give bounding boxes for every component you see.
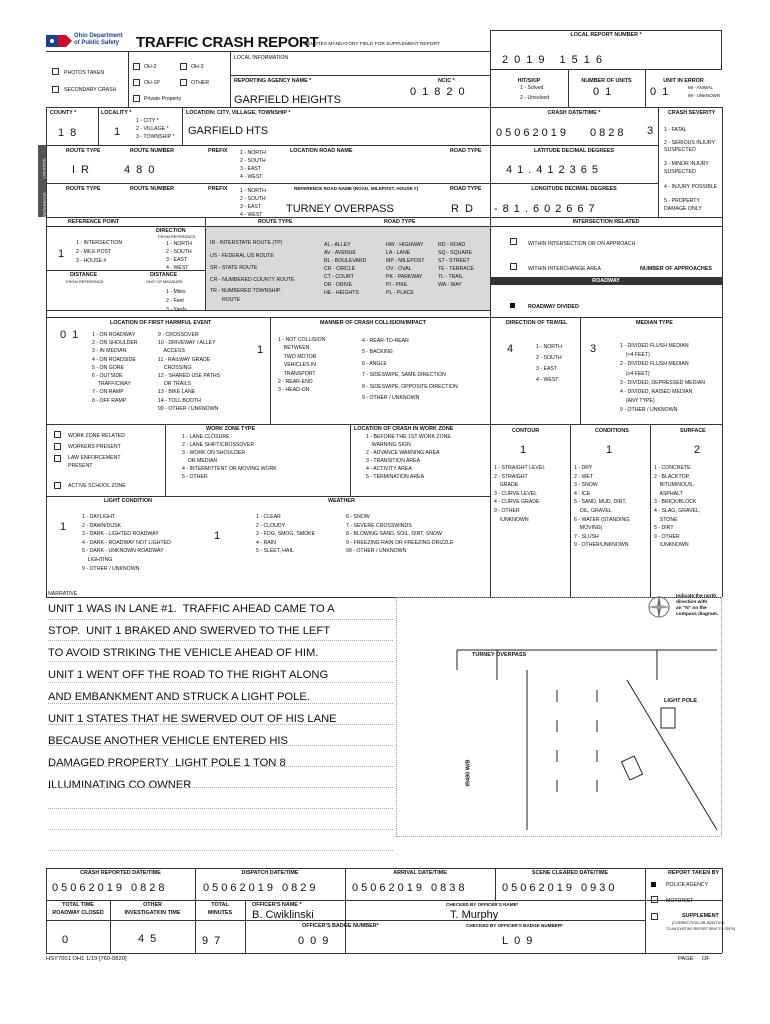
manner-options-col1: 1 - NOT COLLISION BETWEEN TWO MOTOR VEHICLES IN TRANSPORT 2 - REAR-END 3 - HEAD-ON (278, 337, 326, 394)
officer-badge-label: OFFICER'S BADGE NUMBER* (302, 923, 379, 929)
ref-prefix-opt2: 2 - SOUTH (240, 196, 266, 202)
arrival-time-value[interactable]: 05062019 0838 (352, 882, 468, 894)
within-interchange-checkbox[interactable] (510, 263, 517, 270)
county-value[interactable]: 18 (58, 127, 83, 139)
hitskip-opt2: 2 - Unsolved (520, 95, 550, 101)
within-intersection-label: WITHIN INTERSECTION OR ON APPROACH (528, 241, 636, 247)
agency-name-line1: Ohio Department (74, 33, 123, 39)
officer-name-label: OFFICER'S NAME * (252, 902, 302, 908)
unit-error-98: 98 - ANIMAL (688, 85, 713, 90)
officer-badge-value[interactable]: 009 (298, 935, 335, 947)
crash-severity-value[interactable]: 3 (647, 125, 654, 137)
direction-opt2: 2 - SOUTH (166, 249, 192, 255)
narrative-line: TO AVOID STRIKING THE VEHICLE AHEAD OF HIM. (48, 647, 319, 659)
refpoint-opt2: 2 - MILE POST (76, 249, 112, 255)
severity-3b: SUSPECTED (664, 169, 696, 175)
unit-error-label: UNIT IN ERROR (663, 78, 704, 84)
law-enforcement-label: LAW ENFORCEMENT (68, 455, 121, 461)
unit-yards: 3 - Yards (166, 307, 187, 313)
form-title: TRAFFIC CRASH REPORT (136, 34, 319, 51)
surface-options: 1 - CONCRETE 2 - BLACKTOP, BITUMINOUS, ASPHALT 3 - BRICK/BLOCK 4 - SLAG, GRAVEL, STONE 5 - DIRT 9 - OTHER /UNKNOWN (654, 465, 701, 549)
locality-opt2: 2 - VILLAGE * (136, 126, 169, 132)
prefix-opt4: 4 - WEST (240, 174, 263, 180)
narrative-rule (48, 787, 393, 788)
narrative-rule (48, 808, 393, 809)
median-type-options: 1 - DIVIDED FLUSH MEDIAN (<4 FEET) 2 - DIVIDED FLUSH MEDIAN (≥4 FEET) 3 - DIVIDED, DEPRESSED MEDIAN 4 - DIVIDED, RAISED MEDIAN (ANY TYPE) 9 - OTHER / UNKNOWN (620, 343, 706, 414)
direction-opt3: 3 - EAST (166, 257, 188, 263)
refpoint-value[interactable]: 1 (58, 248, 65, 260)
ref-route-type-label: ROUTE TYPE (66, 186, 101, 192)
workers-present-checkbox[interactable] (54, 443, 61, 450)
weather-value[interactable]: 1 (214, 530, 221, 542)
reporting-agency-label: REPORTING AGENCY NAME * (234, 78, 312, 84)
prefix-opt1: 1 - NORTH (240, 150, 266, 156)
ref-prefix-opt1: 1 - NORTH (240, 188, 266, 194)
refpoint-opt3: 3 - HOUSE # (76, 258, 107, 264)
hitskip-opt1: 1 - Solved (520, 85, 544, 91)
locality-opt1: 1 - CITY * (136, 118, 159, 124)
narrative-line: BECAUSE ANOTHER VEHICLE ENTERED HIS (48, 735, 288, 747)
locality-value[interactable]: 1 (114, 126, 121, 138)
contour-label: CONTOUR (512, 428, 540, 434)
compass-icon[interactable] (646, 594, 672, 620)
contour-options: 1 - STRAIGHT LEVEL 2 - STRAIGHT GRADE 3 - CURVE LEVEL 4 - CURVE GRADE 9 - OTHER /UNKNOWN (494, 465, 546, 523)
total-time-label: TOTAL TIME (62, 902, 94, 908)
narrative-rule (48, 640, 393, 641)
other-time-sub: INVESTIGATION TIME (124, 910, 181, 916)
law-enforcement-label2: PRESENT (68, 463, 93, 469)
rt-sr: SR - STATE ROUTE (210, 265, 258, 271)
road-types-header: ROAD TYPE (384, 219, 416, 225)
route-number-label: ROUTE NUMBER (130, 148, 175, 154)
severity-1: 1 - FATAL (664, 127, 687, 133)
direction-sub: FROM REFERENCE (158, 234, 196, 239)
dispatch-time-label: DISPATCH DATE/TIME (241, 870, 299, 876)
narrative-line: UNIT 1 WENT OFF THE ROAD TO THE RIGHT ALONG (48, 669, 329, 681)
local-info-label: LOCAL INFORMATION (234, 55, 289, 61)
light-condition-label: LIGHT CONDITION (104, 498, 152, 504)
other-time-label: OTHER (143, 902, 162, 908)
narrative-line: AND EMBANKMENT AND STRUCK A LIGHT POLE. (48, 691, 310, 703)
longitude-label: LONGITUDE DECIMAL DEGREES (531, 186, 617, 192)
total-time-sub: ROADWAY CLOSED (52, 910, 104, 916)
location-name-label: LOCATION: CITY, VILLAGE, TOWNSHIP * (186, 110, 291, 116)
diagram-ir-label: IR480 W/B (465, 759, 472, 787)
work-zone-related-label: WORK ZONE RELATED (68, 433, 125, 439)
narrative-rule (48, 724, 393, 725)
refpoint-label: REFERENCE POINT (68, 219, 120, 225)
private-property-label: Private Property (144, 96, 182, 102)
roadway-divided-checkbox[interactable] (510, 303, 515, 308)
direction-travel-label: DIRECTION OF TRAVEL (506, 320, 568, 326)
rt-us: US - FEDERAL US ROUTE (210, 253, 274, 259)
crash-time-value[interactable]: 0828 (590, 127, 627, 139)
location-road-label: LOCATION ROAD NAME (290, 148, 353, 154)
route-type-value[interactable]: IR (72, 164, 95, 176)
distance-unit-label: DISTANCE (150, 272, 178, 278)
total-minutes-label: TOTAL (211, 902, 229, 908)
road-types-col3: RD - ROAD SQ - SQUARE ST - STREET TE - TERRACE TL - TRAIL WA - WAY (438, 242, 474, 288)
narrative-label: NARRATIVE (48, 591, 78, 597)
direction-travel-value[interactable]: 4 (507, 343, 514, 355)
side-tab-location: LOCATION (41, 158, 47, 179)
harmful-event-label: LOCATION OF FIRST HARMFUL EVENT (110, 320, 212, 326)
narrative-line: UNIT 1 STATES THAT HE SWERVED OUT OF HIS LANE (48, 713, 337, 725)
workers-present-label: WORKERS PRESENT (68, 444, 121, 450)
reporting-agency-value[interactable]: GARFIELD HEIGHTS (234, 94, 341, 106)
surface-label: SURFACE (680, 428, 706, 434)
ref-prefix-opt3: 3 - EAST (240, 204, 262, 210)
severity-2: 2 - SERIOUS INJURY (664, 140, 715, 146)
oh3-checkbox[interactable] (180, 63, 187, 70)
direction-label: DIRECTION (156, 228, 186, 234)
other-time-value[interactable]: 45 (138, 933, 163, 945)
police-agency-label: POLICE AGENCY (666, 882, 709, 888)
location-name-value[interactable]: GARFIELD HTS (188, 125, 269, 137)
agency-name-line2: of Public Safety (74, 40, 120, 46)
route-types-header: ROUTE TYPE (258, 219, 293, 225)
narrative-line: UNIT 1 WAS IN LANE #1. TRAFFIC AHEAD CAME TO A (48, 603, 335, 615)
narrative-rule (48, 850, 393, 851)
rt-tr2: ROUTE (222, 297, 241, 303)
contour-value[interactable]: 1 (520, 444, 527, 456)
unit-error-99: 99 - UNKNOWN (688, 93, 720, 98)
severity-3: 3 - MINOR INJURY (664, 161, 709, 167)
route-number-value[interactable]: 480 (124, 164, 161, 176)
narrative-rule (48, 745, 393, 746)
prefix-label: PREFIX (208, 148, 228, 154)
conditions-options: 1 - DRY 2 - WET 3 - SNOW 4 - ICE 5 - SAND, MUD, DIRT, OIL, GRAVEL 6 - WATER (STANDING, MOVING) 7 - SLUSH 9 - OTHER/UNKNOWN (574, 465, 631, 549)
severity-5b: DAMAGE ONLY (664, 206, 702, 212)
hitskip-label: HIT/SKIP (517, 78, 541, 84)
light-condition-options: 1 - DAYLIGHT 2 - DAWN/DUSK 3 - DARK - LIGHTED ROADWAY 4 - DARK - ROADWAY NOT LIGHTED 5 - DARK - UNKNOWN ROADWAY LIGHTING 9 - OTHER / UNKNOWN (82, 514, 171, 572)
secondary-label: SECONDARY CRASH (64, 87, 117, 93)
unit-error-value[interactable]: 01 (650, 86, 675, 98)
total-time-value[interactable]: 0 (62, 934, 69, 946)
within-interchange-label: WITHIN INTERCHANGE AREA (528, 266, 601, 272)
reported-time-label: CRASH REPORTED DATE/TIME (80, 870, 161, 876)
oh2-label: OH-2 (144, 64, 157, 70)
crash-severity-label: CRASH SEVERITY (668, 110, 716, 116)
checked-badge-label: CHECKED BY OFFICER'S BADGE NUMBER* (466, 923, 563, 928)
harmful-event-value[interactable]: 01 (60, 329, 85, 341)
mandatory-note: *DENOTES MANDATORY FIELD FOR SUPPLEMENT REPORT (302, 42, 440, 47)
work-zone-types: 1 - LANE CLOSURE 2 - LANE SHIFT/CROSSOVER 3 - WORK ON SHOULDER OR MEDIAN 4 - INTERMITTENT OR MOVING WORK 5 - OTHER (182, 434, 277, 480)
diagram-road-label: TURNEY OVERPASS (472, 652, 527, 658)
ref-prefix-opt4: 4 - WEST (240, 212, 263, 218)
manner-value[interactable]: 1 (257, 344, 264, 356)
road-types-col1: AL - ALLEY AV - AVENUE BL - BOULEVARD CR - CIRCLE CT - COURT DR - DRIVE HE - HEIGHTS (324, 242, 367, 296)
narrative-rule (48, 829, 393, 830)
dispatch-time-value[interactable]: 05062019 0829 (203, 882, 319, 894)
school-zone-checkbox[interactable] (54, 482, 61, 489)
units-value[interactable]: 01 (593, 86, 618, 98)
locality-label: LOCALITY * (101, 110, 132, 116)
route-type-label: ROUTE TYPE (66, 148, 101, 154)
local-report-label: LOCAL REPORT NUMBER * (570, 32, 642, 38)
officer-name-value[interactable]: B. Cwiklinski (252, 909, 314, 921)
narrative-rule (48, 703, 393, 704)
rt-tr: TR - NUMBERED TOWNSHIP (210, 288, 281, 294)
county-label: COUNTY * (50, 110, 77, 116)
unit-feet: 2 - Feet (166, 298, 184, 304)
crash-date-label: CRASH DATE/TIME * (547, 110, 601, 116)
ref-road-value[interactable]: TURNEY OVERPASS (286, 203, 394, 215)
arrival-time-label: ARRIVAL DATE/TIME (393, 870, 447, 876)
refpoint-opt1: 1 - INTERSECTION (76, 240, 123, 246)
police-agency-checkbox[interactable] (651, 882, 656, 887)
locality-opt3: 3 - TOWNSHIP * (136, 134, 175, 140)
unit-miles: 1 - Miles (166, 289, 186, 295)
road-type-label: ROAD TYPE (450, 148, 482, 154)
law-enforcement-checkbox[interactable] (54, 455, 61, 462)
oh1p-label: OH-1P (144, 80, 160, 86)
ref-road-type-label: ROAD TYPE (450, 186, 482, 192)
narrative-rule (48, 661, 393, 662)
work-zone-locations: 1 - BEFORE THE 1ST WORK ZONE WARNING SIGN 2 - ADVANCE WARNING AREA 3 - TRANSITION AREA 4 - ACTIVITY AREA 5 - TERMINATION AREA (366, 434, 451, 480)
total-minutes-value[interactable]: 97 (202, 935, 227, 947)
median-type-value[interactable]: 3 (590, 343, 597, 355)
conditions-value[interactable]: 1 (606, 444, 613, 456)
narrative-line: DAMAGED PROPERTY LIGHT POLE 1 TON 8 (48, 757, 286, 769)
motorist-checkbox[interactable] (651, 896, 658, 903)
ncic-label: NCIC * (438, 78, 455, 84)
weather-label: WEATHER (328, 498, 355, 504)
diagram-pole-label: LIGHT POLE (664, 698, 697, 704)
surface-value[interactable]: 2 (694, 444, 701, 456)
odps-logo (46, 33, 72, 49)
side-tab-reference: REFERENCE (41, 192, 47, 217)
ref-road-label: REFERENCE ROAD NAME (ROAD, MILEPOST, HOUSE #) (294, 186, 419, 191)
school-zone-label: ACTIVE SCHOOL ZONE (68, 483, 126, 489)
crash-diagram (397, 640, 721, 835)
other-checkbox[interactable] (180, 79, 187, 86)
distance-unit-sub: UNIT OF MEASURE (146, 279, 183, 284)
distance-label: DISTANCE (70, 272, 98, 278)
form-number: HSY7001 OH1 1/19 [760-0820] (46, 956, 127, 962)
oh2-checkbox[interactable] (133, 63, 140, 70)
narrative-line: ILLUMINATING CO OWNER (48, 779, 192, 791)
cleared-time-value[interactable]: 05062019 0930 (502, 882, 618, 894)
ref-route-number-label: ROUTE NUMBER (130, 186, 175, 192)
narrative-rule (48, 766, 393, 767)
report-taken-label: REPORT TAKEN BY (668, 870, 720, 876)
photos-label: PHOTOS TAKEN (64, 70, 105, 76)
manner-options-col2: 4 - REAR-TO-REAR 5 - BACKING 6 - ANGLE 7 - SIDESWIPE, SAME DIRECTION 8 - SIDESWIPE, OPPOSITE DIRECTION 9 - OTHER / UNKNOWN (362, 338, 458, 402)
harmful-options-col1: 1 - ON ROADWAY 2 - ON SHOULDER 3 - IN MEDIAN 4 - ON ROADSIDE 5 - ON GORE 6 - OUTSIDE TRAFFICWAY 7 - ON RAMP 8 - OFF RAMP (92, 332, 138, 404)
prefix-opt3: 3 - EAST (240, 166, 262, 172)
median-type-label: MEDIAN TYPE (636, 320, 673, 326)
weather-options-col1: 1 - CLEAR 2 - CLOUDY 3 - FOG, SMOG, SMOKE 4 - RAIN 5 - SLEET, HAIL (256, 514, 316, 555)
work-zone-related-checkbox[interactable] (54, 431, 61, 438)
ohio-flag-icon (46, 33, 72, 49)
intersection-label: INTERSECTION RELATED (572, 219, 640, 225)
light-condition-value[interactable]: 1 (60, 521, 67, 533)
checked-by-label: CHECKED BY OFFICER'S NAME* (446, 902, 519, 907)
ref-road-type-value[interactable]: RD (451, 203, 479, 215)
narrative-line: STOP. UNIT 1 BRAKED AND SWERVED TO THE LEFT (48, 625, 331, 637)
crash-date-value[interactable]: 05062019 (496, 127, 569, 139)
approaches-label: NUMBER OF APPROACHES (640, 266, 712, 272)
direction-travel-options: 1 - NORTH 2 - SOUTH 3 - EAST 4 - WEST (536, 344, 562, 383)
manner-label: MANNER OF CRASH COLLISION/IMPACT (320, 320, 426, 326)
total-minutes-sub: MINUTES (207, 910, 233, 916)
photos-checkbox[interactable] (52, 68, 59, 75)
supplement-label: SUPPLEMENT (682, 913, 719, 919)
direction-opt4: 4 - WEST (166, 265, 189, 271)
secondary-checkbox[interactable] (52, 86, 59, 93)
severity-5: 5 - PROPERTY (664, 198, 700, 204)
compass-instructions: Indicate the north direction with an "N" on the compass diagram. (676, 594, 719, 617)
severity-4: 4 - INJURY POSSIBLE (664, 184, 718, 190)
weather-options-col2: 6 - SNOW 7 - SEVERE CROSSWINDS 8 - BLOWING SAND, SOIL, DIRT, SNOW 9 - FREEZING RAIN OR FREEZING DRIZZLE 99 - OTHER / UNKNOWN (346, 514, 454, 555)
work-zone-type-label: WORK ZONE TYPE (206, 426, 256, 432)
cleared-time-label: SCENE CLEARED DATE/TIME (531, 870, 609, 876)
road-types-col2: HW - HIGHWAY LA - LANE MP - MILEPOST OV - OVAL PK - PARKWAY PI - PIKE PL - PLACE (386, 242, 425, 296)
ref-prefix-label: PREFIX (208, 186, 228, 192)
oh3-label: OH-3 (191, 64, 204, 70)
distance-sub: FROM REFERENCE (66, 279, 104, 284)
motorist-label: MOTORIST (666, 898, 694, 904)
reported-time-value[interactable]: 05062019 0828 (52, 882, 168, 894)
severity-2b: SUSPECTED (664, 147, 696, 153)
oh1p-checkbox[interactable] (133, 79, 140, 86)
roadway-label: ROADWAY (592, 278, 620, 284)
rt-ir: IR - INTERSTATE ROUTE (TP) (210, 240, 283, 246)
roadway-divided-label: ROADWAY DIVIDED (528, 304, 579, 310)
harmful-options-col2: 9 - CROSSOVER 10 - DRIVEWAY / ALLEY ACCESS 11 - RAILWAY GRADE CROSSING 12 - SHARED USE PATHS OR TRAILS 13 - BIKE LANE 14 - TOLL BOOTH 99 - OTHER / UNKNOWN (158, 332, 221, 412)
narrative-rule (48, 619, 393, 620)
within-intersection-checkbox[interactable] (510, 238, 517, 245)
conditions-label: CONDITIONS (595, 428, 629, 434)
direction-opt1: 1 - NORTH (166, 241, 192, 247)
units-label: NUMBER OF UNITS (581, 78, 632, 84)
narrative-rule (48, 682, 393, 683)
prefix-opt2: 2 - SOUTH (240, 158, 266, 164)
supplement-checkbox[interactable] (651, 913, 658, 920)
work-zone-location-label: LOCATION OF CRASH IN WORK ZONE (354, 426, 454, 432)
longitude-value[interactable]: -81.602667 (494, 203, 600, 215)
other-label: OTHER (191, 80, 210, 86)
private-property-checkbox[interactable] (133, 95, 140, 102)
latitude-label: LATITUDE DECIMAL DEGREES (533, 148, 615, 154)
ncic-value[interactable]: 01820 (410, 86, 471, 98)
supplement-note1: (CORRECTION OR ADDITION (672, 921, 725, 925)
checked-by-value[interactable]: T. Murphy (450, 909, 499, 921)
latitude-value[interactable]: 41.412365 (506, 164, 603, 176)
local-report-number[interactable]: 2019 1516 (502, 54, 608, 66)
rt-cr: CR - NUMBERED COUNTY ROUTE (210, 277, 295, 283)
checked-badge-value[interactable]: L09 (502, 935, 539, 947)
page-indicator: PAGE OF (678, 956, 710, 962)
supplement-note2: TO AN EXISTING REPORT SENT TO ODPS) (666, 927, 735, 931)
